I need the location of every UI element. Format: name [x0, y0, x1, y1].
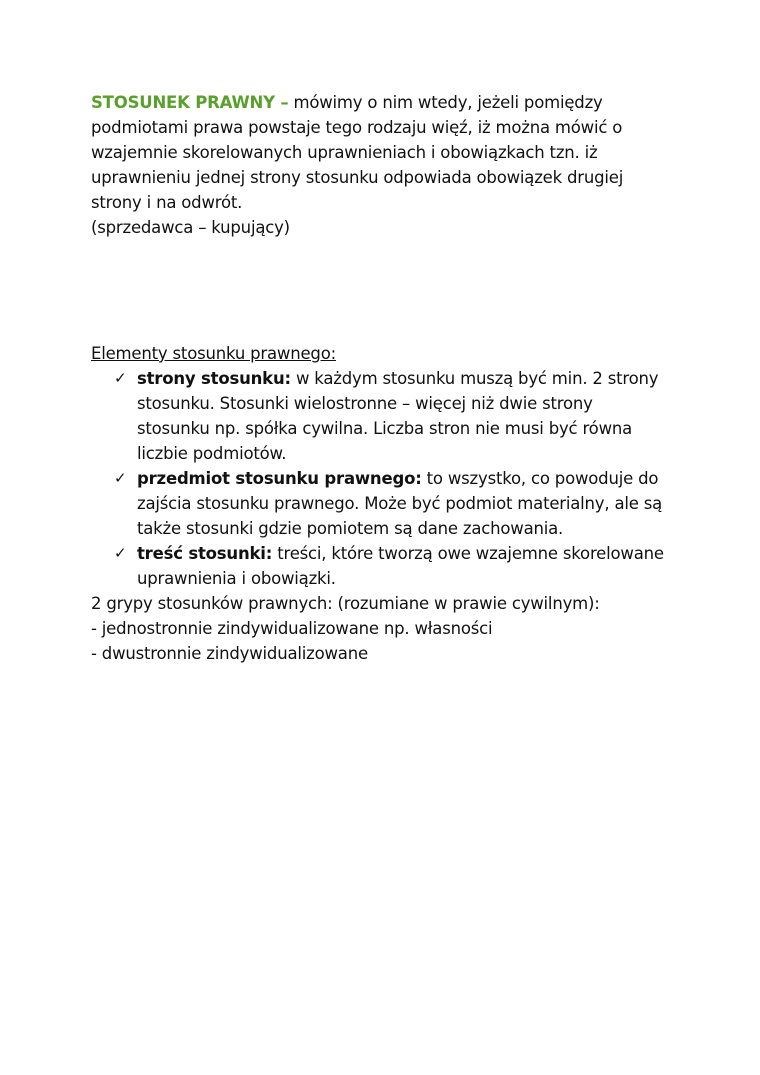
groups-intro: 2 grypy stosunków prawnych: (rozumiane w prawie cywilnym):	[91, 594, 600, 613]
elements-list	[91, 366, 711, 591]
list-item-line: stosunku np. spółka cywilna. Liczba stron nie musi być równa	[137, 419, 633, 438]
groups-paragraph	[91, 591, 711, 666]
item-text: treści, które tworzą owe wzajemne skorelowane	[272, 544, 664, 563]
definition-line-1	[91, 90, 691, 115]
list-item	[91, 541, 711, 591]
list-item	[91, 366, 711, 466]
definition-line-5: strony i na odwrót.	[91, 193, 243, 212]
list-item	[91, 466, 711, 541]
item-text: to wszystko, co powoduje do	[421, 469, 659, 488]
check-icon: ✓	[114, 369, 127, 387]
list-item-line	[137, 541, 711, 566]
definition-example: (sprzedawca – kupujący)	[91, 218, 290, 237]
item-label: strony stosunku:	[137, 369, 291, 388]
groups-item: - dwustronnie zindywidualizowane	[91, 644, 368, 663]
definition-paragraph	[91, 90, 691, 240]
list-item-line: stosunku. Stosunki wielostronne – więcej niż dwie strony	[137, 394, 593, 413]
list-item-line	[137, 466, 711, 491]
definition-line-4: uprawnieniu jednej strony stosunku odpowiada obowiązek drugiej	[91, 168, 624, 187]
definition-text: mówimy o nim wtedy, jeżeli pomiędzy	[288, 93, 603, 112]
item-label: treść stosunki:	[137, 544, 273, 563]
list-item-line	[137, 366, 711, 391]
check-icon: ✓	[114, 544, 127, 562]
list-item-line: także stosunki gdzie pomiotem są dane zachowania.	[137, 519, 564, 538]
check-icon: ✓	[114, 469, 127, 487]
definition-term: STOSUNEK PRAWNY –	[91, 93, 289, 112]
elements-heading: Elementy stosunku prawnego:	[91, 344, 336, 363]
list-item-line: liczbie podmiotów.	[137, 444, 287, 463]
list-item-line: uprawnienia i obowiązki.	[137, 569, 336, 588]
definition-line-2: podmiotami prawa powstaje tego rodzaju więź, iż można mówić o	[91, 118, 623, 137]
item-label: przedmiot stosunku prawnego:	[137, 469, 422, 488]
list-item-line: zajścia stosunku prawnego. Może być podmiot materialny, ale są	[137, 494, 663, 513]
elements-section	[91, 341, 711, 666]
groups-item: - jednostronnie zindywidualizowane np. własności	[91, 619, 493, 638]
definition-line-3: wzajemnie skorelowanych uprawnieniach i obowiązkach tzn. iż	[91, 143, 598, 162]
item-text: w każdym stosunku muszą być min. 2 strony	[290, 369, 659, 388]
